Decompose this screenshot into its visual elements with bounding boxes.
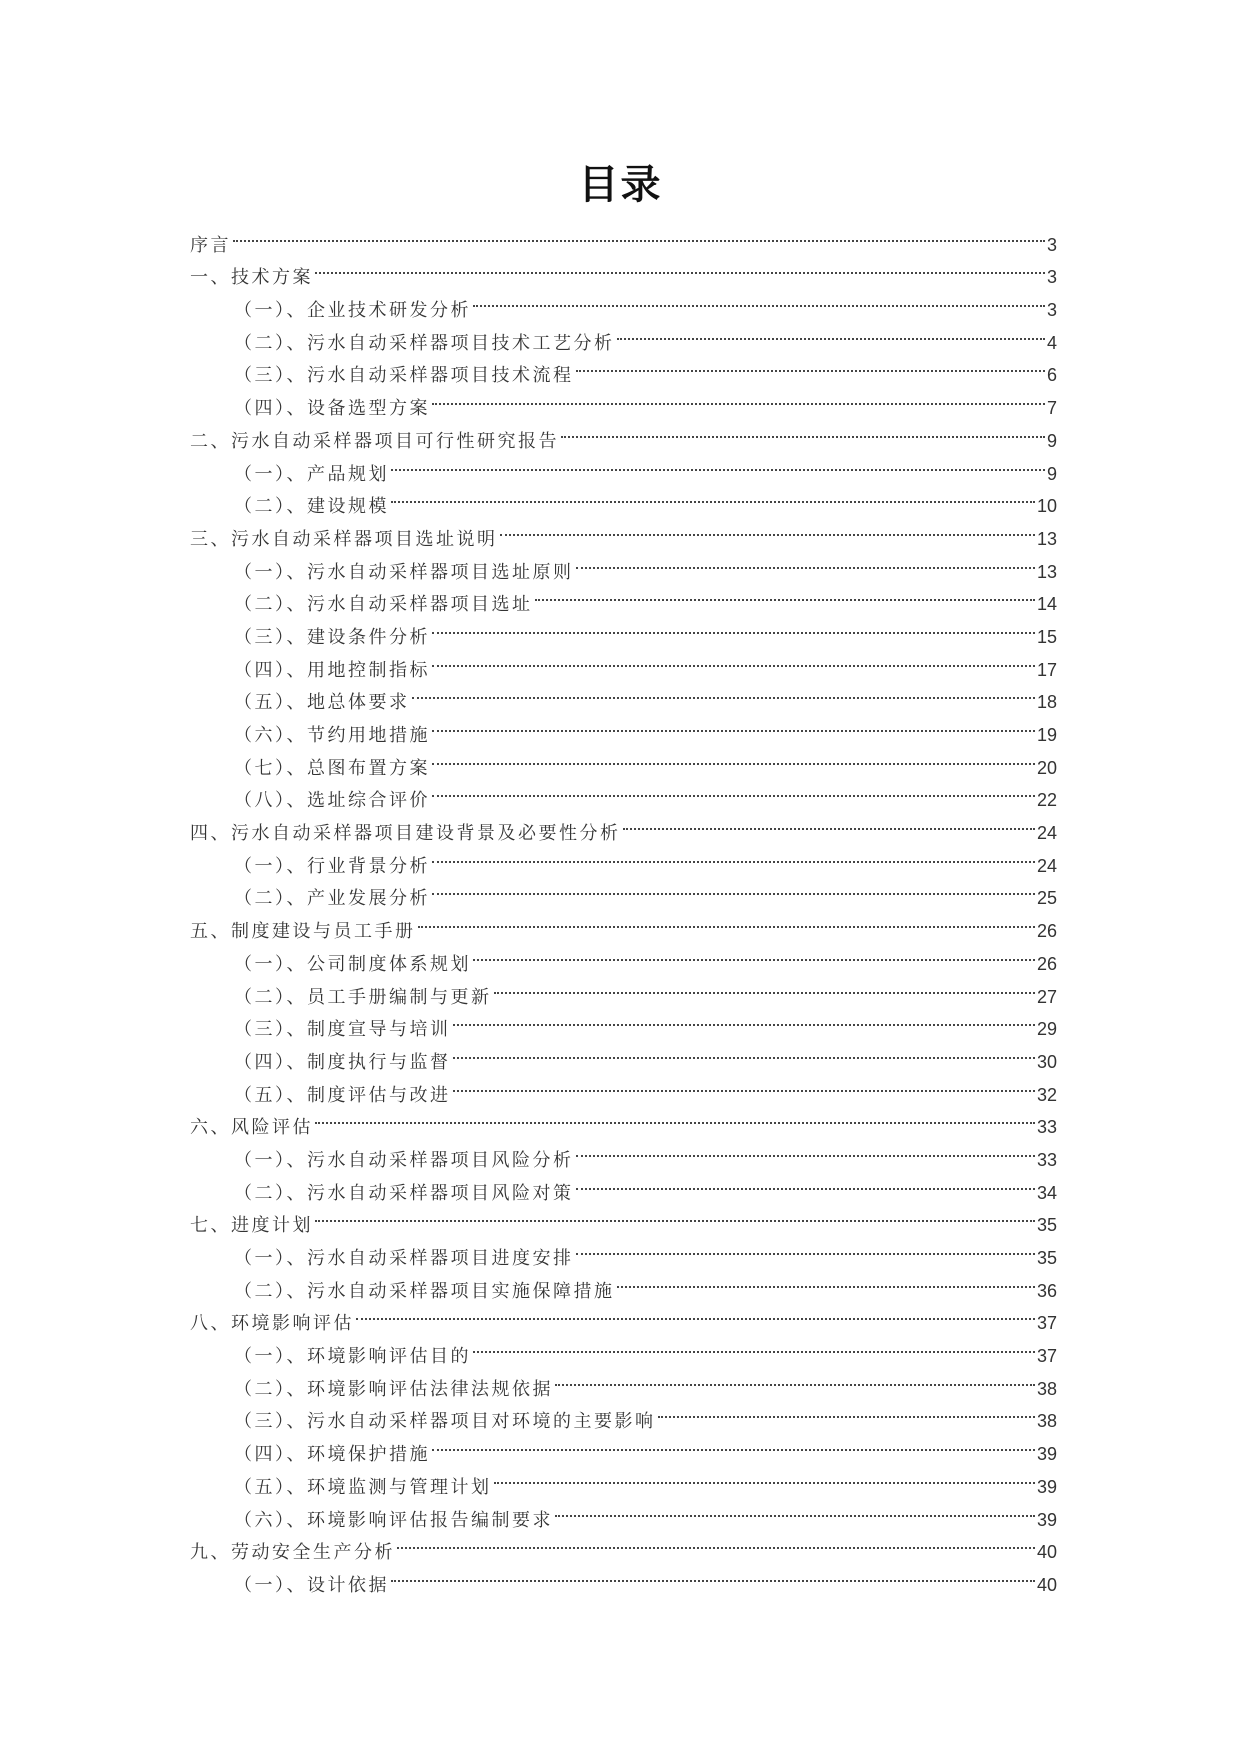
dot-leader — [356, 1297, 1035, 1330]
dot-leader — [494, 970, 1035, 1003]
toc-entry-page-number: 13 — [1036, 528, 1057, 549]
toc-entry-label: （二）、员工手册编制与更新 — [234, 986, 492, 1008]
toc-entry-label: 五、制度建设与员工手册 — [190, 921, 416, 943]
toc-entry-label: （七）、总图布置方案 — [234, 757, 430, 779]
toc-entry-label: （三）、污水自动采样器项目对环境的主要影响 — [234, 1411, 656, 1433]
dot-leader — [391, 447, 1045, 480]
toc-entry-page-number: 30 — [1036, 1051, 1057, 1072]
toc-entry-label: 九、劳动安全生产分析 — [190, 1542, 395, 1564]
toc-entry-label: 六、风险评估 — [190, 1117, 313, 1139]
dot-leader — [500, 512, 1035, 545]
toc-entry-label: （三）、制度宣导与培训 — [234, 1019, 451, 1041]
dot-leader — [432, 381, 1045, 414]
toc-entry-label: （六）、节约用地措施 — [234, 725, 430, 746]
toc-entry-label: （一）、污水自动采样器项目选址原则 — [234, 561, 574, 583]
toc-entry-page-number: 39 — [1036, 1509, 1057, 1530]
toc-entry-page-number: 38 — [1036, 1378, 1057, 1399]
toc-entry-label: 七、进度计划 — [190, 1215, 313, 1237]
toc-entry-label: （一）、环境影响评估目的 — [234, 1346, 471, 1368]
toc-entry-label: 三、污水自动采样器项目选址说明 — [190, 528, 498, 550]
toc-entry-page-number: 19 — [1036, 725, 1057, 745]
dot-leader — [432, 1427, 1035, 1460]
toc-entry-page-number: 26 — [1036, 953, 1057, 974]
dot-leader — [535, 578, 1035, 611]
toc-entry-label: （一）、污水自动采样器项目风险分析 — [234, 1149, 574, 1171]
toc-entry-page-number: 15 — [1036, 626, 1057, 647]
dot-leader — [432, 741, 1035, 774]
toc-entry[interactable] — [190, 251, 1057, 289]
toc-entry-label: （一）、产品规划 — [234, 463, 389, 485]
dot-leader — [432, 643, 1035, 676]
toc-entry[interactable] — [190, 1101, 1057, 1139]
dot-leader — [453, 1003, 1035, 1036]
toc-entry-label: 序言 — [190, 234, 231, 256]
toc-entry-page-number: 35 — [1036, 1215, 1057, 1236]
toc-entry-label: （三）、建设条件分析 — [234, 626, 430, 648]
dot-leader — [658, 1395, 1035, 1428]
toc-entry-label: （五）、制度评估与改进 — [234, 1084, 451, 1106]
dot-leader — [432, 610, 1035, 643]
dot-leader — [453, 1068, 1035, 1101]
toc-entry[interactable] — [190, 1231, 1057, 1269]
dot-leader — [315, 251, 1045, 284]
toc-entry-label: （四）、制度执行与监督 — [234, 1051, 451, 1073]
toc-entry-page-number: 10 — [1036, 496, 1057, 517]
toc-entry-label: 二、污水自动采样器项目可行性研究报告 — [190, 430, 559, 452]
toc-entry-page-number: 14 — [1036, 594, 1057, 615]
table-of-contents — [190, 218, 1057, 1596]
toc-entry-page-number: 6 — [1046, 365, 1057, 386]
toc-entry[interactable] — [190, 283, 1057, 322]
toc-entry-page-number: 36 — [1036, 1280, 1057, 1301]
toc-entry-label: （四）、设备选型方案 — [234, 398, 430, 420]
toc-entry-label: 八、环境影响评估 — [190, 1313, 354, 1335]
dot-leader — [412, 676, 1035, 709]
toc-entry-page-number: 22 — [1036, 790, 1057, 811]
page-title: 目录 — [578, 162, 663, 208]
toc-entry-page-number: 39 — [1036, 1476, 1057, 1497]
toc-entry-label: （五）、环境监测与管理计划 — [234, 1476, 492, 1498]
toc-entry[interactable] — [190, 1133, 1057, 1171]
toc-entry[interactable] — [190, 1199, 1057, 1237]
toc-entry-page-number: 9 — [1046, 430, 1057, 451]
dot-leader — [391, 480, 1035, 513]
dot-leader — [391, 1558, 1035, 1591]
dot-leader — [555, 1493, 1035, 1526]
toc-entry-page-number: 24 — [1036, 823, 1057, 844]
toc-entry-label: （一）、设计依据 — [234, 1574, 389, 1596]
toc-entry-label: （一）、行业背景分析 — [234, 855, 430, 877]
dot-leader — [453, 1035, 1035, 1068]
dot-leader — [617, 316, 1045, 349]
toc-entry-label: （四）、用地控制指标 — [234, 659, 430, 681]
dot-leader — [473, 937, 1035, 970]
toc-entry-page-number: 38 — [1036, 1411, 1057, 1432]
toc-entry-page-number: 27 — [1036, 986, 1057, 1007]
dot-leader — [432, 872, 1035, 905]
dot-leader — [576, 1166, 1035, 1199]
toc-entry-page-number: 7 — [1046, 398, 1057, 419]
toc-entry-page-number: 26 — [1036, 921, 1057, 942]
toc-entry-page-number: 40 — [1036, 1542, 1057, 1563]
toc-entry-page-number: 35 — [1036, 1248, 1057, 1268]
toc-entry-page-number: 25 — [1036, 888, 1057, 909]
toc-entry-label: （二）、污水自动采样器项目选址 — [234, 594, 533, 616]
toc-entry-label: （五）、地总体要求 — [234, 692, 410, 714]
toc-entry-label: （一）、企业技术研发分析 — [234, 300, 471, 322]
dot-leader — [432, 708, 1035, 741]
toc-entry-label: （二）、环境影响评估法律法规依据 — [234, 1378, 553, 1400]
toc-entry-page-number: 3 — [1046, 234, 1057, 255]
dot-leader — [432, 774, 1035, 807]
toc-entry-label: （八）、选址综合评价 — [234, 790, 430, 812]
dot-leader — [315, 1101, 1035, 1134]
dot-leader — [561, 414, 1045, 447]
toc-entry-label: （一）、污水自动采样器项目进度安排 — [234, 1248, 574, 1269]
toc-entry-page-number: 33 — [1036, 1149, 1057, 1170]
toc-entry-label: 一、技术方案 — [190, 267, 313, 289]
dot-leader — [617, 1264, 1035, 1297]
dot-leader — [576, 349, 1045, 382]
toc-entry-label: （四）、环境保护措施 — [234, 1444, 430, 1466]
toc-entry-page-number: 39 — [1036, 1444, 1057, 1465]
dot-leader — [233, 218, 1045, 251]
toc-entry-page-number: 17 — [1036, 659, 1057, 680]
toc-entry-page-number: 9 — [1046, 463, 1057, 484]
toc-entry-page-number: 37 — [1036, 1313, 1057, 1334]
dot-leader — [432, 839, 1035, 872]
dot-leader — [576, 545, 1035, 578]
toc-entry-label: （二）、产业发展分析 — [234, 888, 430, 910]
toc-entry-page-number: 4 — [1046, 332, 1057, 353]
toc-entry-page-number: 40 — [1036, 1574, 1057, 1595]
dot-leader — [397, 1526, 1035, 1559]
toc-entry-label: （二）、污水自动采样器项目实施保障措施 — [234, 1280, 615, 1302]
toc-entry-page-number: 13 — [1036, 561, 1057, 582]
dot-leader — [576, 1133, 1035, 1166]
toc-entry-label: （二）、建设规模 — [234, 496, 389, 518]
toc-entry-label: （二）、污水自动采样器项目风险对策 — [234, 1182, 574, 1204]
toc-entry-page-number: 37 — [1036, 1346, 1057, 1367]
toc-entry-label: 四、污水自动采样器项目建设背景及必要性分析 — [190, 823, 621, 845]
dot-leader — [555, 1362, 1035, 1395]
toc-entry-page-number: 24 — [1036, 855, 1057, 876]
toc-entry-page-number: 33 — [1036, 1117, 1057, 1138]
dot-leader — [473, 283, 1045, 316]
toc-entry-page-number: 3 — [1046, 267, 1057, 288]
toc-entry-page-number: 3 — [1046, 300, 1057, 321]
toc-entry-label: （六）、环境影响评估报告编制要求 — [234, 1509, 553, 1531]
dot-leader — [473, 1329, 1035, 1362]
toc-entry-label: （二）、污水自动采样器项目技术工艺分析 — [234, 332, 615, 354]
dot-leader — [576, 1231, 1035, 1264]
toc-entry-page-number: 20 — [1036, 757, 1057, 778]
dot-leader — [494, 1460, 1035, 1493]
toc-entry-page-number: 32 — [1036, 1084, 1057, 1105]
toc-entry-label: （三）、污水自动采样器项目技术流程 — [234, 365, 574, 387]
toc-entry-label: （一）、公司制度体系规划 — [234, 953, 471, 975]
dot-leader — [623, 806, 1035, 839]
toc-entry-page-number: 18 — [1036, 692, 1057, 713]
dot-leader — [315, 1199, 1035, 1232]
toc-entry[interactable] — [190, 218, 1057, 256]
dot-leader — [418, 904, 1035, 937]
toc-entry-page-number: 34 — [1036, 1182, 1057, 1203]
toc-entry-page-number: 29 — [1036, 1019, 1057, 1040]
